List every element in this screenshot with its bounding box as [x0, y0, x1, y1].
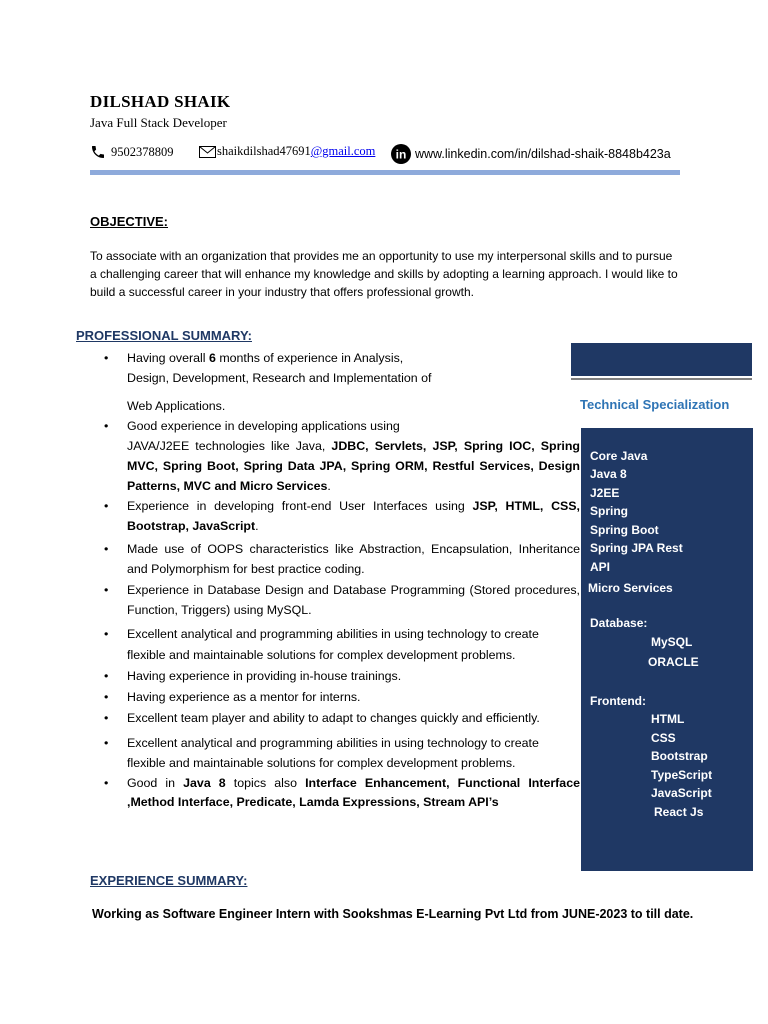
header-divider [90, 170, 680, 175]
summary-item: • Experience in developing front-end User Interfaces using JSP, HTML, CSS, Bootstrap, JavaScript. [104, 496, 580, 536]
skill-item: API [590, 560, 611, 574]
skill-item: ORACLE [648, 655, 699, 669]
summary-list [104, 348, 580, 812]
summary-item: • Excellent analytical and programming abilities in using technology to create flexible and maintainable solutions for complex development problems. [104, 624, 580, 666]
summary-item: • Having experience in providing in-house trainings. [104, 666, 580, 687]
skill-item: Core Java [590, 449, 648, 463]
summary-heading: PROFESSIONAL SUMMARY: [76, 328, 252, 343]
objective-text: To associate with an organization that provides me an opportunity to use my interpersonal skills and to pursue a challenging career that will enhance my knowledge and skills by adopting a learning approach. I would like to build a successful career in your industry that offers professional growth. [90, 249, 678, 299]
skill-item: Micro Services [588, 581, 673, 595]
summary-item: • Having overall 6 months of experience in Analysis, Design, Development, Research and Implementation of Web Applications. [104, 348, 580, 416]
svg-text:in: in [395, 147, 407, 162]
skill-item: Spring JPA Rest [590, 541, 683, 555]
email-contact [199, 144, 375, 159]
experience-text: Working as Software Engineer Intern with Sookshmas E-Learning Pvt Ltd from JUNE-2023 to till date. [92, 907, 694, 921]
summary-item: • Having experience as a mentor for interns. [104, 687, 580, 708]
tech-specialization-panel [581, 428, 753, 871]
summary-item: • Excellent team player and ability to adapt to changes quickly and efficiently. [104, 708, 580, 729]
skill-item: Java 8 [590, 467, 627, 481]
email-user: shaikdilshad47691 [217, 144, 311, 158]
candidate-role: Java Full Stack Developer [90, 115, 227, 130]
phone-icon [90, 144, 106, 160]
envelope-icon [199, 146, 216, 158]
frontend-label: Frontend: [590, 694, 646, 708]
skill-item: TypeScript [651, 768, 713, 782]
phone-contact [90, 144, 174, 160]
summary-item: • Made use of OOPS characteristics like Abstraction, Encapsulation, Inheritance and Polymorphism for best practice coding. [104, 539, 580, 579]
email-link[interactable]: @gmail.com [310, 144, 376, 158]
tech-specialization-title: Technical Specialization [580, 397, 730, 412]
skill-item: React Js [654, 805, 704, 819]
skill-item: Bootstrap [651, 749, 708, 763]
skill-item: MySQL [651, 635, 693, 649]
summary-item: • Good in Java 8 topics also Interface Enhancement, Functional Interface ,Method Interface, Predicate, Lamda Expressions, Stream API’s [104, 774, 580, 812]
linkedin-icon[interactable] [391, 144, 411, 164]
linkedin-url[interactable]: www.linkedin.com/in/dilshad-shaik-8848b423a [415, 147, 671, 161]
experience-heading: EXPERIENCE SUMMARY: [90, 873, 248, 888]
candidate-name: DILSHAD SHAIK [90, 92, 231, 111]
skill-item: Spring Boot [590, 523, 659, 537]
phone-number: 9502378809 [111, 144, 174, 159]
linkedin-contact [391, 144, 671, 164]
database-label: Database: [590, 616, 648, 630]
skill-item: J2EE [590, 486, 620, 500]
sidebar-header-underline [571, 378, 752, 380]
summary-item: • Excellent analytical and programming abilities in using technology to create flexible and maintainable solutions for complex development problems. [104, 733, 580, 773]
summary-item: • Good experience in developing applications using JAVA/J2EE technologies like Java, JDBC, Servlets, JSP, Spring IOC, Spring MVC, Spring Boot, Spring Data JPA, Spring ORM, Restful Services, Design Patterns, MVC and Micro Services. [104, 416, 580, 496]
skill-item: Spring [590, 504, 628, 518]
skill-item: CSS [651, 731, 676, 745]
summary-item: • Experience in Database Design and Database Programming (Stored procedures, Function, Triggers) using MySQL. [104, 580, 580, 620]
skill-item: JavaScript [651, 786, 712, 800]
skill-item: HTML [651, 712, 685, 726]
sidebar-header-bar [571, 343, 752, 376]
objective-heading: OBJECTIVE: [90, 214, 169, 229]
